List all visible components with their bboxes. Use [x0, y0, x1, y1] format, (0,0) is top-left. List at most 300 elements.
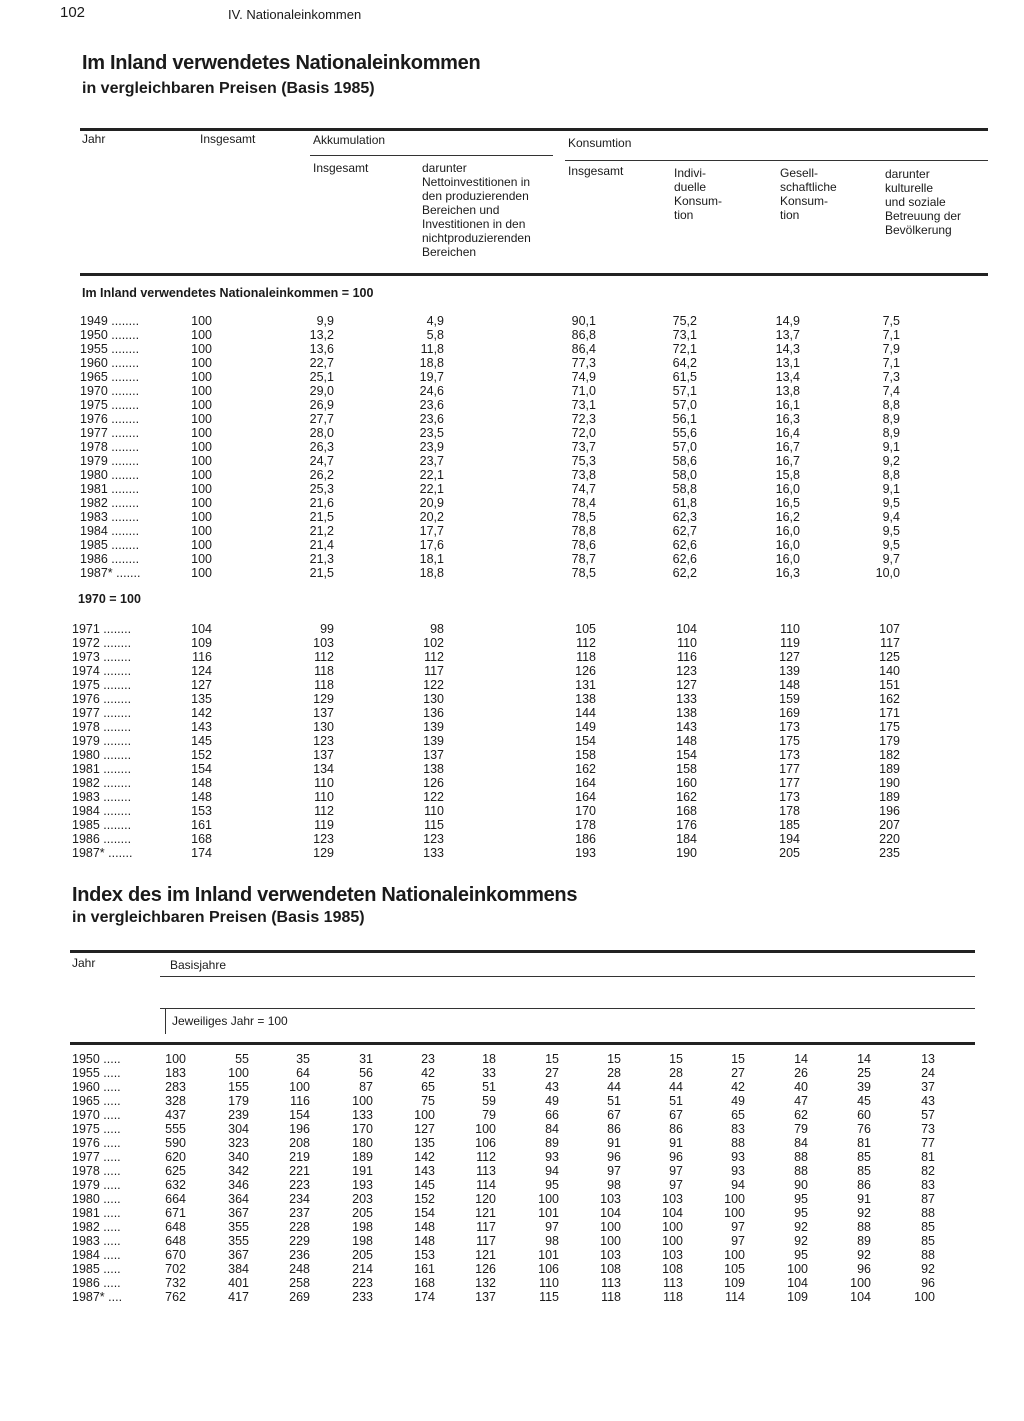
table-cell: 342 [228, 1164, 249, 1178]
table-cell: 178 [575, 818, 596, 832]
table-cell: 91 [607, 1136, 621, 1150]
table1-subtitle: in vergleichbaren Preisen (Basis 1985) [82, 80, 375, 97]
table-cell: 99 [320, 622, 334, 636]
table-cell: 123 [313, 832, 334, 846]
table-cell: 62,2 [672, 566, 697, 580]
table-cell: 328 [165, 1094, 186, 1108]
table-cell: 732 [165, 1276, 186, 1290]
table-cell: 115 [539, 1290, 559, 1304]
table-cell: 148 [191, 790, 212, 804]
table-cell: 110 [539, 1276, 559, 1290]
row-year-label: 1955 ........ [80, 342, 140, 356]
table-cell: 127 [676, 678, 697, 692]
table-cell: 139 [423, 720, 444, 734]
table-cell: 77,3 [571, 356, 596, 370]
table2-subtitle: in vergleichbaren Preisen (Basis 1985) [72, 909, 365, 926]
table-row [0, 846, 1024, 860]
table-cell: 183 [165, 1066, 186, 1080]
table-row [0, 342, 1024, 356]
table-cell: 7,3 [882, 370, 900, 384]
table-cell: 152 [414, 1192, 435, 1206]
table-cell: 97 [731, 1220, 745, 1234]
row-year-label: 1979 ........ [72, 734, 132, 748]
table-cell: 119 [314, 818, 334, 832]
table-cell: 16,0 [775, 552, 800, 566]
row-year-label: 1973 ........ [72, 650, 132, 664]
table-cell: 139 [779, 664, 800, 678]
table-cell: 72,3 [571, 412, 596, 426]
table-cell: 96 [669, 1150, 683, 1164]
table-cell: 118 [601, 1290, 621, 1304]
table-cell: 219 [289, 1150, 310, 1164]
table-cell: 18 [482, 1052, 496, 1066]
akk-rule [310, 155, 553, 156]
table-cell: 154 [289, 1108, 310, 1122]
table-cell: 94 [731, 1178, 745, 1192]
t2-hdr-jeweiliges: Jeweiliges Jahr = 100 [172, 1014, 288, 1028]
table-cell: 23,6 [419, 412, 444, 426]
table-cell: 625 [165, 1164, 186, 1178]
table-cell: 66 [545, 1108, 559, 1122]
table-cell: 100 [191, 566, 212, 580]
table-cell: 9,5 [882, 538, 900, 552]
table-cell: 116 [677, 650, 697, 664]
table-row [0, 328, 1024, 342]
table-cell: 174 [414, 1290, 435, 1304]
table-cell: 170 [352, 1122, 373, 1136]
table-cell: 103 [662, 1192, 683, 1206]
table-row [0, 412, 1024, 426]
row-year-label: 1977 ..... [72, 1150, 121, 1164]
row-year-label: 1976 ........ [72, 692, 132, 706]
table-cell: 13,4 [775, 370, 800, 384]
table-cell: 136 [423, 706, 444, 720]
row-year-label: 1971 ........ [72, 622, 132, 636]
table-cell: 161 [191, 818, 212, 832]
table-cell: 207 [879, 818, 900, 832]
table-cell: 164 [575, 790, 596, 804]
table-cell: 14,3 [775, 342, 800, 356]
table-cell: 234 [289, 1192, 310, 1206]
row-year-label: 1975 ..... [72, 1122, 121, 1136]
table-cell: 170 [575, 804, 596, 818]
table-cell: 110 [314, 790, 334, 804]
table-row [0, 1276, 1024, 1290]
table-cell: 168 [414, 1276, 435, 1290]
row-year-label: 1975 ........ [80, 398, 140, 412]
table2-top-rule [70, 950, 975, 953]
table-cell: 180 [352, 1136, 373, 1150]
table-cell: 148 [779, 678, 800, 692]
table-row [0, 1290, 1024, 1304]
table-cell: 86 [669, 1122, 683, 1136]
table-cell: 175 [879, 720, 900, 734]
table-cell: 153 [414, 1248, 435, 1262]
table-cell: 79 [794, 1122, 808, 1136]
table-cell: 60 [857, 1108, 871, 1122]
table-cell: 169 [779, 706, 800, 720]
table-cell: 91 [857, 1192, 871, 1206]
table-cell: 198 [352, 1234, 373, 1248]
table-cell: 182 [879, 748, 900, 762]
table-cell: 62,6 [672, 538, 697, 552]
table-cell: 95 [794, 1248, 808, 1262]
table-cell: 65 [731, 1108, 745, 1122]
table-row [0, 706, 1024, 720]
table-cell: 283 [165, 1080, 186, 1094]
table-cell: 104 [676, 622, 697, 636]
table-cell: 18,8 [419, 356, 444, 370]
row-year-label: 1985 ..... [72, 1262, 121, 1276]
table-cell: 58,6 [672, 454, 697, 468]
table-row [0, 1206, 1024, 1220]
table-cell: 7,5 [882, 314, 900, 328]
table-cell: 130 [423, 692, 444, 706]
table-cell: 205 [352, 1248, 373, 1262]
table-cell: 100 [191, 356, 212, 370]
table-cell: 35 [296, 1052, 310, 1066]
table-cell: 15 [731, 1052, 745, 1066]
table-cell: 78,7 [571, 552, 596, 566]
table-row [0, 538, 1024, 552]
table-cell: 23,9 [419, 440, 444, 454]
table-cell: 113 [601, 1276, 621, 1290]
table-cell: 132 [475, 1276, 496, 1290]
table-cell: 129 [313, 846, 334, 860]
table-cell: 88 [921, 1206, 935, 1220]
table-cell: 92 [857, 1206, 871, 1220]
table-cell: 9,5 [882, 496, 900, 510]
table-cell: 72,0 [571, 426, 596, 440]
table-cell: 127 [414, 1122, 435, 1136]
table-row [0, 664, 1024, 678]
row-year-label: 1982 ........ [80, 496, 140, 510]
table-cell: 24,6 [419, 384, 444, 398]
table-cell: 51 [482, 1080, 496, 1094]
table-row [0, 1262, 1024, 1276]
table-cell: 14 [857, 1052, 871, 1066]
table-cell: 8,9 [882, 426, 900, 440]
table-cell: 229 [289, 1234, 310, 1248]
table-cell: 81 [921, 1150, 935, 1164]
page-number: 102 [60, 4, 86, 21]
table-cell: 51 [607, 1094, 621, 1108]
table-cell: 16,2 [775, 510, 800, 524]
table-cell: 154 [414, 1206, 435, 1220]
table-cell: 44 [607, 1080, 621, 1094]
table-cell: 103 [600, 1248, 621, 1262]
table-cell: 105 [724, 1262, 745, 1276]
table-cell: 137 [475, 1290, 496, 1304]
t2-hdr-jahr: Jahr [72, 956, 96, 970]
table-cell: 76 [857, 1122, 871, 1136]
row-year-label: 1986 ........ [80, 552, 140, 566]
table-cell: 121 [475, 1206, 496, 1220]
table-cell: 21,3 [309, 552, 334, 566]
table-cell: 120 [475, 1192, 496, 1206]
table-cell: 84 [794, 1136, 808, 1150]
table-cell: 15 [607, 1052, 621, 1066]
table-cell: 28 [669, 1066, 683, 1080]
table-cell: 143 [191, 720, 212, 734]
table-row [0, 370, 1024, 384]
row-year-label: 1982 ........ [72, 776, 132, 790]
table-cell: 100 [191, 482, 212, 496]
table-cell: 100 [191, 552, 212, 566]
table-cell: 75,2 [672, 314, 697, 328]
table-cell: 105 [575, 622, 596, 636]
table-cell: 62,7 [672, 524, 697, 538]
table-cell: 77 [921, 1136, 935, 1150]
table-row [0, 384, 1024, 398]
table-cell: 37 [921, 1080, 935, 1094]
table-cell: 13,8 [775, 384, 800, 398]
table-cell: 42 [421, 1066, 435, 1080]
table-cell: 154 [191, 762, 212, 776]
table-cell: 100 [914, 1290, 935, 1304]
table-cell: 100 [662, 1234, 683, 1248]
table-cell: 79 [482, 1108, 496, 1122]
table-row [0, 524, 1024, 538]
table-cell: 15,8 [775, 468, 800, 482]
table-cell: 88 [731, 1136, 745, 1150]
row-year-label: 1978 ..... [72, 1164, 121, 1178]
row-year-label: 1984 ........ [80, 524, 140, 538]
table-cell: 123 [423, 832, 444, 846]
table-cell: 74,7 [571, 482, 596, 496]
table-row [0, 734, 1024, 748]
table-cell: 56 [359, 1066, 373, 1080]
table-cell: 85 [857, 1164, 871, 1178]
table-cell: 103 [313, 636, 334, 650]
row-year-label: 1982 ..... [72, 1220, 121, 1234]
table-cell: 117 [476, 1220, 496, 1234]
row-year-label: 1986 ........ [72, 832, 132, 846]
table-cell: 100 [289, 1080, 310, 1094]
table-cell: 122 [423, 790, 444, 804]
table-cell: 67 [607, 1108, 621, 1122]
table-cell: 100 [191, 398, 212, 412]
t2-basis-rule [160, 976, 975, 977]
table-cell: 13,2 [309, 328, 334, 342]
row-year-label: 1978 ........ [80, 440, 140, 454]
table-cell: 153 [191, 804, 212, 818]
row-year-label: 1950 ........ [80, 328, 140, 342]
table-cell: 97 [545, 1220, 559, 1234]
table-cell: 95 [794, 1206, 808, 1220]
table-cell: 31 [359, 1052, 373, 1066]
table-cell: 186 [575, 832, 596, 846]
table-cell: 84 [545, 1122, 559, 1136]
table-cell: 98 [607, 1178, 621, 1192]
table-row [0, 818, 1024, 832]
table-row [0, 1052, 1024, 1066]
table-cell: 51 [669, 1094, 683, 1108]
table-cell: 100 [662, 1220, 683, 1234]
table-cell: 164 [575, 776, 596, 790]
table-cell: 173 [779, 790, 800, 804]
table-cell: 43 [545, 1080, 559, 1094]
table-cell: 25 [857, 1066, 871, 1080]
table-cell: 437 [165, 1108, 186, 1122]
table-cell: 239 [228, 1108, 249, 1122]
table-cell: 5,8 [426, 328, 444, 342]
table-cell: 119 [780, 636, 800, 650]
table-cell: 131 [575, 678, 596, 692]
table-cell: 555 [165, 1122, 186, 1136]
table-cell: 95 [794, 1192, 808, 1206]
table-cell: 117 [880, 636, 900, 650]
table-cell: 648 [165, 1220, 186, 1234]
table-cell: 103 [662, 1248, 683, 1262]
table-cell: 17,6 [419, 538, 444, 552]
table-cell: 40 [794, 1080, 808, 1094]
table-cell: 86 [857, 1178, 871, 1192]
table-cell: 208 [289, 1136, 310, 1150]
kon-rule [565, 160, 988, 161]
table-cell: 29,0 [309, 384, 334, 398]
table-row [0, 566, 1024, 580]
table-cell: 101 [538, 1206, 559, 1220]
table-cell: 162 [676, 790, 697, 804]
table-cell: 193 [575, 846, 596, 860]
row-year-label: 1981 ..... [72, 1206, 121, 1220]
table-row [0, 636, 1024, 650]
row-year-label: 1950 ..... [72, 1052, 121, 1066]
table-cell: 100 [191, 412, 212, 426]
table-cell: 16,0 [775, 482, 800, 496]
table-cell: 193 [352, 1178, 373, 1192]
table-cell: 127 [191, 678, 212, 692]
table-cell: 118 [314, 664, 334, 678]
table-cell: 106 [538, 1262, 559, 1276]
table-cell: 57 [921, 1108, 935, 1122]
table-cell: 154 [575, 734, 596, 748]
table-cell: 7,1 [882, 356, 900, 370]
table-cell: 96 [607, 1150, 621, 1164]
table-cell: 671 [165, 1206, 186, 1220]
table-cell: 9,2 [882, 454, 900, 468]
table-row [0, 1234, 1024, 1248]
table-cell: 78,6 [571, 538, 596, 552]
table-cell: 258 [289, 1276, 310, 1290]
table-row [0, 454, 1024, 468]
table-cell: 123 [313, 734, 334, 748]
table-row [0, 426, 1024, 440]
table-cell: 65 [421, 1080, 435, 1094]
table-cell: 168 [676, 804, 697, 818]
table-cell: 118 [576, 650, 596, 664]
table-cell: 90 [794, 1178, 808, 1192]
table-cell: 205 [352, 1206, 373, 1220]
table-cell: 133 [676, 692, 697, 706]
table-row [0, 1164, 1024, 1178]
table-cell: 179 [879, 734, 900, 748]
table-cell: 107 [879, 622, 900, 636]
row-year-label: 1981 ........ [80, 482, 140, 496]
t2-jeweiliges-divider [165, 1008, 166, 1034]
table-cell: 78,8 [571, 524, 596, 538]
table-cell: 93 [545, 1150, 559, 1164]
table-cell: 91 [669, 1136, 683, 1150]
table-cell: 189 [879, 790, 900, 804]
row-year-label: 1979 ..... [72, 1178, 121, 1192]
table-cell: 121 [475, 1248, 496, 1262]
table-cell: 100 [191, 328, 212, 342]
table-cell: 140 [879, 664, 900, 678]
table-cell: 117 [476, 1234, 496, 1248]
table-cell: 16,1 [775, 398, 800, 412]
table-cell: 9,4 [882, 510, 900, 524]
table-cell: 62,3 [672, 510, 697, 524]
table-row [0, 1136, 1024, 1150]
row-year-label: 1980 ........ [80, 468, 140, 482]
table-cell: 73,1 [571, 398, 596, 412]
table-cell: 114 [476, 1178, 496, 1192]
table-cell: 92 [794, 1234, 808, 1248]
table-cell: 19,7 [419, 370, 444, 384]
section-a-label: Im Inland verwendetes Nationaleinkommen = 100 [82, 286, 374, 300]
table-row [0, 1094, 1024, 1108]
table-row [0, 1248, 1024, 1262]
table-cell: 44 [669, 1080, 683, 1094]
row-year-label: 1985 ........ [72, 818, 132, 832]
table-cell: 104 [850, 1290, 871, 1304]
table-row [0, 1066, 1024, 1080]
row-year-label: 1984 ........ [72, 804, 132, 818]
table-cell: 100 [538, 1192, 559, 1206]
table-cell: 100 [191, 538, 212, 552]
table-cell: 97 [669, 1178, 683, 1192]
table-cell: 100 [191, 496, 212, 510]
table-cell: 196 [289, 1122, 310, 1136]
table-cell: 78,5 [571, 510, 596, 524]
table-cell: 112 [476, 1150, 496, 1164]
table-cell: 78,5 [571, 566, 596, 580]
row-year-label: 1987* ....... [72, 846, 133, 860]
table-cell: 27 [545, 1066, 559, 1080]
row-year-label: 1981 ........ [72, 762, 132, 776]
table-cell: 116 [192, 650, 212, 664]
table-cell: 21,4 [309, 538, 334, 552]
table-cell: 13 [921, 1052, 935, 1066]
table-row [0, 622, 1024, 636]
row-year-label: 1960 ........ [80, 356, 140, 370]
table-cell: 152 [191, 748, 212, 762]
table-cell: 16,3 [775, 566, 800, 580]
table-cell: 14,9 [775, 314, 800, 328]
table-row [0, 496, 1024, 510]
table-cell: 26,2 [309, 468, 334, 482]
table-cell: 137 [423, 748, 444, 762]
table-cell: 100 [191, 524, 212, 538]
row-year-label: 1949 ........ [80, 314, 140, 328]
table-cell: 100 [165, 1052, 186, 1066]
table-cell: 173 [779, 720, 800, 734]
table-cell: 145 [414, 1178, 435, 1192]
table-row [0, 1108, 1024, 1122]
table-cell: 82 [921, 1164, 935, 1178]
table-cell: 25,1 [309, 370, 334, 384]
table-cell: 97 [607, 1164, 621, 1178]
table-cell: 9,5 [882, 524, 900, 538]
table-cell: 78,4 [571, 496, 596, 510]
table-row [0, 314, 1024, 328]
table-cell: 11,8 [420, 342, 444, 356]
table-cell: 620 [165, 1150, 186, 1164]
table-cell: 138 [676, 706, 697, 720]
table-cell: 133 [423, 846, 444, 860]
